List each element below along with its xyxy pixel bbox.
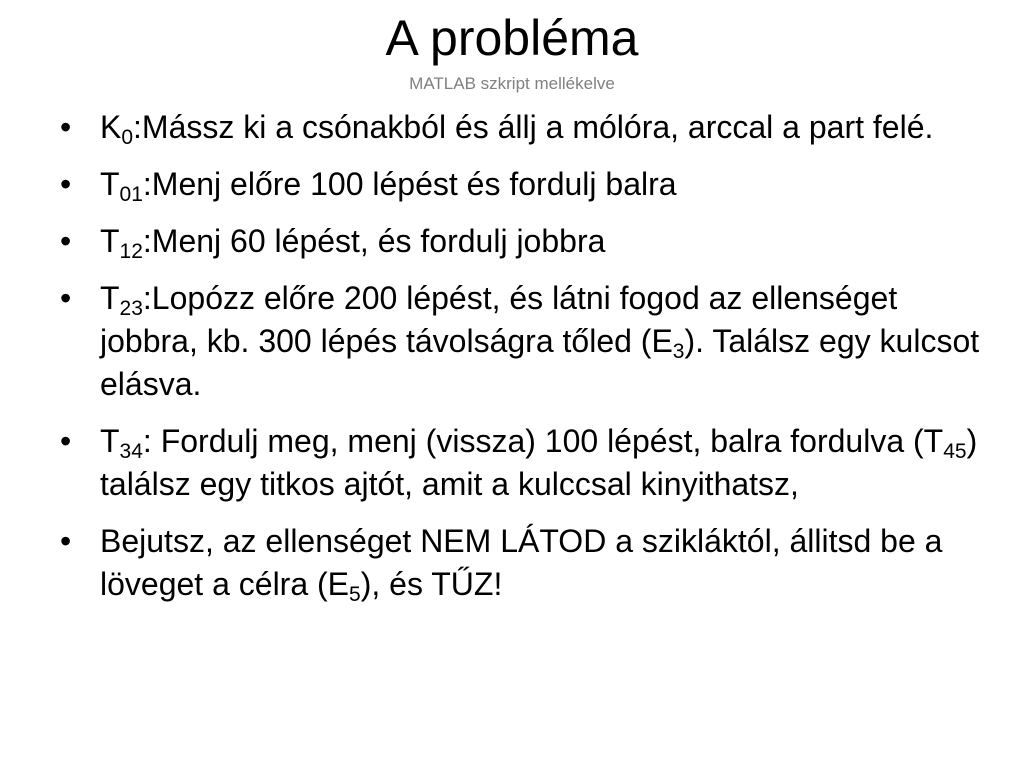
bullet-marker: • xyxy=(60,109,72,145)
bullet-subscript: 3 xyxy=(672,340,685,363)
bullet-item-t01 xyxy=(60,163,980,206)
bullet-text: ). Találsz egy kulcsot elásva. xyxy=(100,323,980,402)
bullet-subscript: 0 xyxy=(121,126,134,149)
bullet-subscript: 34 xyxy=(119,440,143,463)
bullet-text: :Menj 60 lépést, és fordulj jobbra xyxy=(142,223,606,259)
bullet-marker: • xyxy=(60,223,72,259)
bullet-subscript: 23 xyxy=(119,297,143,320)
bullet-text: ), és TŰZ! xyxy=(360,566,503,602)
bullet-lead: Bejutsz, az ellenséget NEM LÁTOD a szikláktól, állitsd be a löveget a célra (E xyxy=(100,523,943,602)
bullet-text: :Lopózz előre 200 lépést, és látni fogod az ellenséget jobbra, kb. 300 lépés távolságra tőled (E xyxy=(100,280,898,359)
slide-title: A probléma xyxy=(385,10,639,66)
bullet-text: :Menj előre 100 lépést és fordulj balra xyxy=(142,166,677,202)
bullet-text: :Mássz ki a csónakból és állj a mólóra, arccal a part felé. xyxy=(133,109,934,145)
bullet-subscript: 01 xyxy=(119,183,143,206)
bullet-item-t12 xyxy=(60,220,980,263)
bullet-subscript: 5 xyxy=(349,583,361,606)
bullet-subscript: 12 xyxy=(119,240,143,263)
bullet-item-final xyxy=(60,520,980,606)
bullet-lead: K xyxy=(100,109,122,145)
bullet-marker: • xyxy=(60,423,72,459)
bullet-item-t23 xyxy=(60,277,980,406)
bullet-marker: • xyxy=(60,166,72,202)
bullet-lead: T xyxy=(100,280,120,316)
bullet-lead: T xyxy=(100,223,120,259)
bullet-text: : Fordulj meg, menj (vissza) 100 lépést, balra fordulva (T xyxy=(142,423,944,459)
bullet-list xyxy=(60,106,980,620)
bullet-subscript: 45 xyxy=(943,440,967,463)
bullet-marker: • xyxy=(60,523,72,559)
bullet-marker: • xyxy=(60,280,72,316)
bullet-text: ) találsz egy titkos ajtót, amit a kulccsal kinyithatsz, xyxy=(100,423,978,502)
bullet-lead: T xyxy=(100,423,120,459)
bullet-item-k0 xyxy=(60,106,980,149)
bullet-item-t34 xyxy=(60,420,980,506)
slide-subtitle: MATLAB szkript mellékelve xyxy=(409,74,615,93)
bullet-lead: T xyxy=(100,166,120,202)
